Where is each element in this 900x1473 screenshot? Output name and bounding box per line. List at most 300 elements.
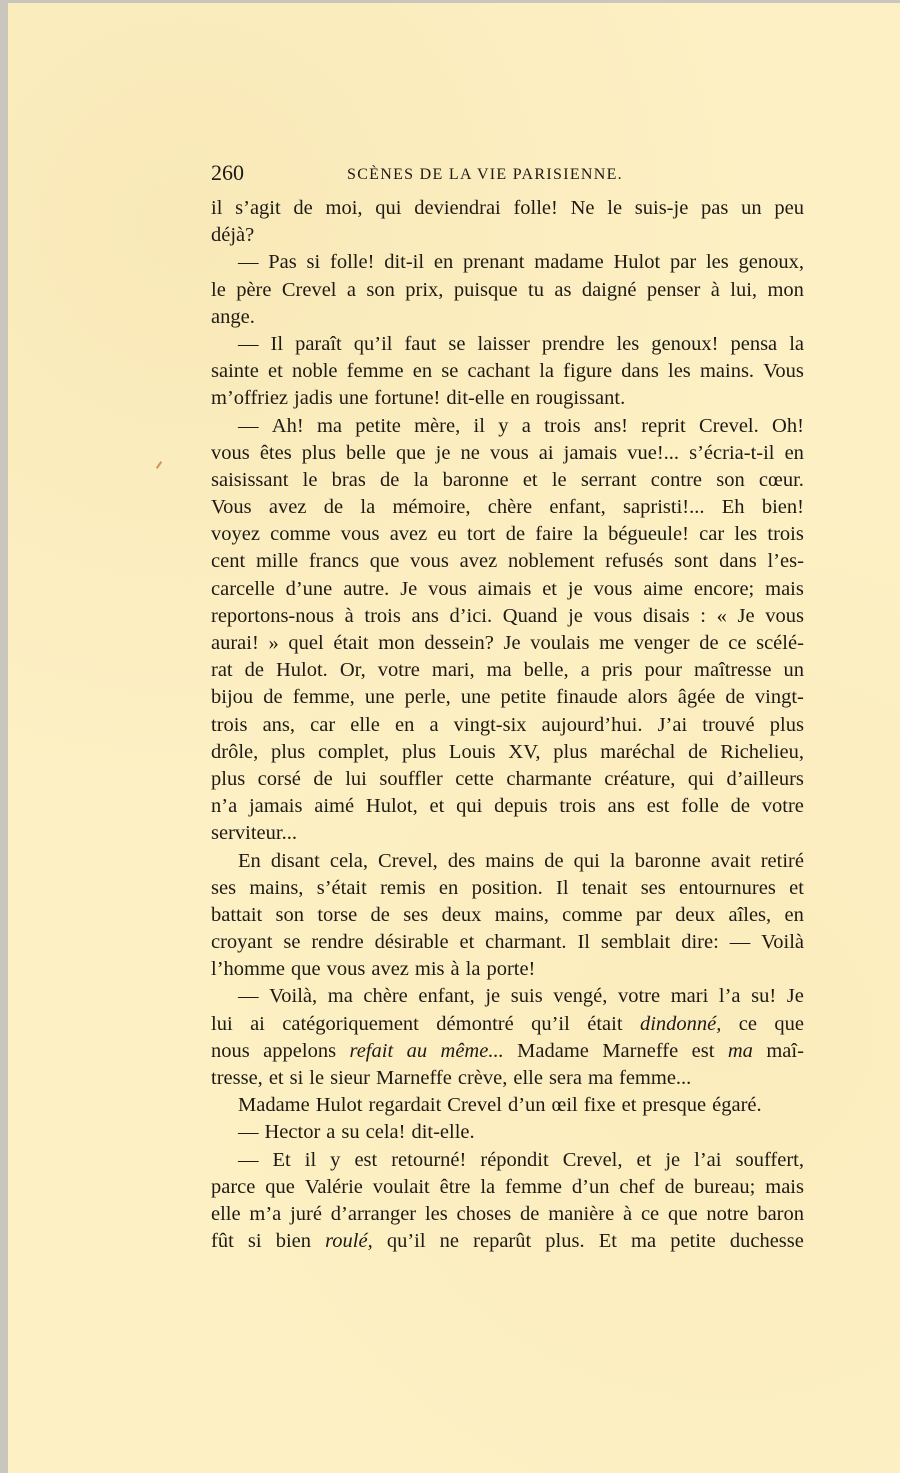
word: des bbox=[447, 849, 476, 872]
word: francs bbox=[308, 550, 359, 573]
word: le bbox=[551, 468, 567, 491]
word: » bbox=[268, 632, 279, 654]
word: Je bbox=[786, 985, 804, 1008]
word: les bbox=[424, 1202, 448, 1225]
word: ma bbox=[587, 1067, 613, 1089]
word: Voilà bbox=[761, 931, 804, 954]
word: belle, bbox=[523, 659, 569, 682]
word bbox=[640, 1011, 721, 1038]
word: voyez bbox=[211, 523, 260, 546]
word: genoux, bbox=[738, 251, 804, 274]
word: votre bbox=[617, 985, 661, 1008]
text-line bbox=[211, 195, 804, 222]
word: petite bbox=[500, 686, 547, 709]
word: à bbox=[710, 278, 720, 301]
word: a bbox=[429, 713, 439, 736]
word: Richelieu, bbox=[720, 740, 804, 763]
word: manière bbox=[548, 1202, 615, 1225]
word: de bbox=[323, 496, 344, 519]
word: à bbox=[623, 1202, 633, 1225]
word: a bbox=[326, 1121, 336, 1144]
word: la bbox=[789, 332, 804, 355]
italic-text: au bbox=[406, 1039, 428, 1062]
word: — bbox=[238, 985, 259, 1008]
word: prendre bbox=[541, 332, 605, 355]
word: chère bbox=[487, 496, 533, 519]
word: et bbox=[789, 876, 804, 899]
word: dans bbox=[621, 360, 659, 383]
word: avez bbox=[389, 523, 428, 546]
text-line bbox=[211, 331, 804, 358]
word: cette bbox=[455, 767, 494, 790]
body-text bbox=[211, 195, 804, 1255]
word: daigné bbox=[581, 278, 637, 301]
word: appelons bbox=[263, 1039, 337, 1062]
italic-text: dindonné, bbox=[639, 1012, 722, 1035]
word: ne bbox=[439, 1230, 460, 1253]
text-line bbox=[211, 848, 804, 875]
word: bijou bbox=[211, 686, 254, 709]
word: mari, bbox=[431, 659, 475, 682]
word: baronne bbox=[442, 468, 509, 491]
word: ans, bbox=[262, 713, 296, 736]
word: Oh! bbox=[772, 414, 804, 437]
word: femme... bbox=[619, 1067, 692, 1089]
word: Crevel, bbox=[378, 849, 438, 872]
word: mon bbox=[378, 632, 415, 654]
word: Et bbox=[598, 1230, 617, 1253]
text-line bbox=[211, 1201, 804, 1228]
word: deux bbox=[441, 903, 482, 926]
word: noble bbox=[291, 360, 338, 383]
word: de bbox=[730, 795, 750, 818]
word: je bbox=[567, 577, 583, 600]
word: plus bbox=[553, 740, 588, 763]
word: aimé bbox=[314, 795, 355, 818]
word: dit-elle. bbox=[411, 1121, 475, 1144]
word: paraît bbox=[295, 332, 342, 355]
word: lui bbox=[345, 767, 367, 790]
italic-text: refait bbox=[349, 1039, 394, 1062]
word: plus bbox=[271, 740, 306, 763]
text-line bbox=[211, 793, 804, 820]
word: jamais bbox=[563, 441, 618, 464]
word: le bbox=[309, 1067, 325, 1089]
page-text-block bbox=[211, 155, 804, 1255]
word: une bbox=[460, 686, 491, 709]
word: retiré bbox=[760, 849, 804, 872]
word: petite bbox=[355, 414, 401, 437]
word: les bbox=[668, 360, 691, 383]
text-line bbox=[211, 494, 804, 521]
word: en bbox=[394, 713, 415, 736]
word: il bbox=[304, 1148, 317, 1171]
text-line bbox=[211, 983, 804, 1010]
word: la bbox=[480, 1175, 496, 1198]
word: ma bbox=[631, 1230, 657, 1253]
word: a bbox=[521, 414, 531, 437]
word: qu’il bbox=[386, 1230, 426, 1253]
word: être bbox=[439, 1175, 471, 1198]
text-line bbox=[211, 1147, 804, 1174]
word: la bbox=[413, 468, 429, 491]
word: car bbox=[310, 713, 336, 736]
word: choses bbox=[456, 1202, 512, 1225]
text-line bbox=[211, 1228, 804, 1255]
word: venger bbox=[633, 632, 690, 654]
word: s’était bbox=[316, 876, 367, 899]
word: à bbox=[344, 604, 354, 627]
word: qu’il bbox=[353, 332, 393, 355]
word: Marneffe bbox=[375, 1067, 452, 1089]
text-line bbox=[211, 657, 804, 684]
word: cela, bbox=[329, 849, 368, 872]
word: comme bbox=[270, 523, 331, 546]
word: Je bbox=[503, 632, 521, 654]
word: de bbox=[664, 1175, 684, 1198]
word: un bbox=[783, 659, 804, 682]
word: bureau; bbox=[693, 1175, 756, 1198]
word: « bbox=[716, 604, 727, 627]
word: mains, bbox=[249, 876, 304, 899]
word: peu bbox=[774, 197, 804, 219]
word: me bbox=[599, 632, 625, 654]
word: de bbox=[544, 849, 564, 872]
word: de bbox=[699, 632, 719, 654]
word: a bbox=[346, 278, 357, 301]
word: la bbox=[583, 523, 598, 546]
word: serviteur... bbox=[211, 822, 297, 845]
word: tresse, bbox=[211, 1067, 263, 1089]
word: votre bbox=[377, 659, 420, 682]
word: chef bbox=[619, 1175, 655, 1198]
word: puisque bbox=[453, 278, 518, 301]
word: finaude bbox=[556, 686, 618, 709]
text-line bbox=[211, 277, 804, 304]
word: elle bbox=[211, 1202, 241, 1225]
word: cent bbox=[211, 550, 246, 573]
word: saisissant bbox=[211, 468, 289, 491]
word: désirable bbox=[374, 931, 449, 954]
word: reparût bbox=[473, 1230, 532, 1253]
word: œil bbox=[551, 1094, 578, 1117]
word: — bbox=[238, 251, 259, 274]
word: notre bbox=[706, 1202, 749, 1225]
word: perle, bbox=[404, 686, 451, 709]
word: mains bbox=[485, 849, 535, 872]
word: plus bbox=[401, 740, 437, 763]
word: lui bbox=[211, 1012, 233, 1035]
word: Madame bbox=[238, 1094, 310, 1117]
text-line bbox=[211, 358, 804, 385]
word: dit-elle bbox=[446, 387, 505, 410]
word: pas bbox=[701, 197, 729, 219]
word: ai bbox=[538, 441, 554, 464]
word: comme bbox=[562, 903, 623, 926]
word: carcelle bbox=[211, 577, 275, 600]
word: jamais bbox=[248, 795, 303, 818]
word: vous bbox=[593, 577, 633, 600]
word: scélé- bbox=[756, 632, 804, 654]
word: battait bbox=[211, 903, 263, 926]
word: de bbox=[313, 767, 333, 790]
word: mains, bbox=[494, 903, 549, 926]
word: Je bbox=[400, 577, 418, 600]
word: trois bbox=[559, 795, 596, 818]
word: une bbox=[364, 686, 395, 709]
word: Crevel bbox=[281, 278, 337, 301]
italic-text: ma bbox=[727, 1039, 753, 1062]
word: eu bbox=[437, 523, 457, 546]
word: su! bbox=[751, 985, 777, 1008]
word: belle bbox=[346, 441, 386, 464]
word: déjà? bbox=[211, 224, 255, 247]
word: ans bbox=[607, 795, 635, 818]
word: Ah! bbox=[271, 414, 304, 437]
word: se bbox=[441, 360, 459, 383]
word: Hulot bbox=[315, 1094, 363, 1117]
word: et bbox=[542, 577, 557, 600]
word: le bbox=[211, 278, 226, 301]
word: que bbox=[265, 1175, 295, 1198]
word: qui bbox=[375, 197, 402, 219]
word: dit-il bbox=[384, 251, 425, 274]
word: vous bbox=[765, 604, 804, 627]
word: sieur bbox=[330, 1067, 370, 1089]
word: Je bbox=[737, 604, 755, 627]
word: la bbox=[465, 958, 481, 981]
word: autre. bbox=[343, 577, 390, 600]
word: crève, bbox=[457, 1067, 508, 1089]
word: avait bbox=[710, 849, 751, 872]
word: un bbox=[741, 197, 762, 219]
word: avez bbox=[268, 496, 307, 519]
word: et bbox=[459, 931, 475, 954]
word: Marneffe bbox=[602, 1039, 679, 1062]
word: disant bbox=[270, 849, 320, 872]
word: en bbox=[784, 441, 804, 464]
word: y bbox=[498, 414, 509, 437]
word: le bbox=[302, 468, 318, 491]
word: ce bbox=[728, 632, 747, 654]
word: lui, bbox=[730, 278, 758, 301]
word: reportons-nous bbox=[211, 604, 334, 627]
word: par bbox=[669, 251, 697, 274]
word: bien! bbox=[761, 496, 804, 519]
word: de bbox=[244, 659, 264, 682]
word: suis bbox=[510, 985, 543, 1008]
word: souffler bbox=[379, 767, 443, 790]
word: remis bbox=[380, 876, 426, 899]
word: encore; bbox=[693, 577, 755, 600]
word: l’homme bbox=[211, 958, 286, 981]
word: Or, bbox=[339, 659, 366, 682]
word: êtes bbox=[259, 441, 292, 464]
page-number: 260 bbox=[211, 160, 244, 185]
word: rat bbox=[211, 659, 233, 682]
word: femme bbox=[505, 1175, 562, 1198]
word: Eh bbox=[721, 496, 745, 519]
word: si bbox=[247, 1230, 262, 1253]
word: que bbox=[395, 441, 426, 464]
word: souffert, bbox=[735, 1148, 804, 1171]
running-head bbox=[211, 155, 804, 195]
word: ange. bbox=[211, 305, 255, 328]
word: son bbox=[716, 468, 745, 491]
word: que bbox=[369, 550, 400, 573]
word: vous bbox=[410, 550, 449, 573]
word: — bbox=[238, 332, 259, 355]
word: d’ici. bbox=[449, 604, 493, 627]
word: si bbox=[289, 1067, 304, 1089]
word: reprit bbox=[641, 414, 686, 437]
word bbox=[407, 1038, 428, 1065]
word: est bbox=[691, 1039, 715, 1062]
word: vous bbox=[326, 958, 366, 981]
word: torse bbox=[317, 903, 358, 926]
word: mais bbox=[765, 577, 804, 600]
word: Hulot bbox=[613, 251, 661, 274]
word: dans bbox=[719, 550, 757, 573]
word: folle! bbox=[513, 197, 558, 219]
word: aîles, bbox=[728, 903, 772, 926]
word: charmante bbox=[506, 767, 592, 790]
word: ma bbox=[486, 659, 512, 682]
word: n’a bbox=[211, 795, 238, 818]
text-line bbox=[211, 222, 804, 249]
word: rendre bbox=[311, 931, 364, 954]
word: m’offriez bbox=[211, 387, 289, 410]
word bbox=[728, 1038, 753, 1065]
text-line bbox=[211, 385, 804, 412]
word: en bbox=[510, 387, 530, 410]
word: folle! bbox=[330, 251, 375, 274]
word: avez bbox=[459, 550, 498, 573]
word: ma bbox=[327, 985, 353, 1008]
word: voulait bbox=[372, 1175, 430, 1198]
word: trois bbox=[544, 414, 581, 437]
word bbox=[441, 1038, 504, 1065]
word: trois bbox=[767, 523, 804, 546]
word: créature, bbox=[604, 767, 676, 790]
word: et bbox=[636, 1148, 652, 1171]
word: je bbox=[568, 604, 583, 627]
word: aime bbox=[643, 577, 684, 600]
word: folle bbox=[681, 795, 719, 818]
word: et bbox=[522, 468, 538, 491]
word: jadis bbox=[294, 387, 333, 410]
word: disais bbox=[642, 604, 690, 627]
word: et bbox=[429, 795, 445, 818]
word: ce bbox=[738, 1012, 757, 1035]
word: mis bbox=[414, 958, 445, 981]
word: qu’il bbox=[531, 1012, 570, 1035]
word: plus bbox=[301, 441, 336, 464]
word: la bbox=[539, 360, 555, 383]
word: démontré bbox=[436, 1012, 514, 1035]
word: sainte bbox=[211, 360, 259, 383]
word: Vous bbox=[211, 496, 252, 519]
word: trois bbox=[364, 604, 401, 627]
word: cela! bbox=[365, 1121, 406, 1144]
text-line bbox=[211, 440, 804, 467]
word bbox=[349, 1038, 393, 1065]
word: regardait bbox=[368, 1094, 442, 1117]
text-line bbox=[211, 1065, 804, 1092]
word: a bbox=[580, 659, 590, 682]
word: ans! bbox=[593, 414, 628, 437]
text-line bbox=[211, 875, 804, 902]
word: pris bbox=[601, 659, 633, 682]
text-line bbox=[211, 766, 804, 793]
text-line bbox=[211, 1038, 804, 1065]
word: était bbox=[333, 632, 369, 654]
word: chère bbox=[363, 985, 408, 1008]
word: la bbox=[609, 849, 625, 872]
word: vous bbox=[489, 441, 529, 464]
word: — bbox=[238, 1121, 259, 1144]
word: est bbox=[646, 795, 670, 818]
text-line bbox=[211, 630, 804, 657]
word: complet, bbox=[318, 740, 390, 763]
word: par bbox=[635, 903, 662, 926]
word: aimais bbox=[477, 577, 532, 600]
word: maîtresse bbox=[694, 659, 772, 682]
word: Voilà, bbox=[269, 985, 318, 1008]
word: vous bbox=[593, 604, 633, 627]
text-line bbox=[211, 467, 804, 494]
text-line bbox=[211, 929, 804, 956]
word: Louis bbox=[448, 740, 496, 763]
word: l’a bbox=[718, 985, 741, 1008]
word: vue!... bbox=[627, 441, 680, 464]
running-title: SCÈNES DE LA VIE PARISIENNE. bbox=[347, 166, 623, 183]
word: fortune! bbox=[374, 387, 441, 410]
text-line bbox=[211, 548, 804, 575]
word: les bbox=[705, 251, 729, 274]
word: de bbox=[725, 686, 745, 709]
word: madame bbox=[534, 251, 604, 274]
word: mille bbox=[255, 550, 299, 573]
word: fût bbox=[211, 1230, 234, 1253]
word: elle bbox=[513, 1067, 543, 1089]
word: en bbox=[438, 876, 459, 899]
word: porte! bbox=[486, 958, 536, 981]
word: et bbox=[621, 1094, 637, 1117]
word: aujourd’hui. bbox=[541, 713, 643, 736]
word: si bbox=[306, 251, 321, 274]
word: semblait bbox=[600, 931, 671, 954]
word: Valérie bbox=[304, 1175, 363, 1198]
word: mémoire, bbox=[392, 496, 471, 519]
word: cachant bbox=[467, 360, 531, 383]
word: ses bbox=[640, 876, 666, 899]
word: laisser bbox=[477, 332, 530, 355]
word: retourné! bbox=[391, 1148, 467, 1171]
word: Il bbox=[556, 876, 569, 899]
word: et bbox=[268, 1067, 284, 1089]
word: position. bbox=[471, 876, 543, 899]
word: cœur. bbox=[758, 468, 804, 491]
word: de bbox=[505, 523, 526, 546]
text-line bbox=[211, 820, 804, 847]
word: à bbox=[450, 958, 460, 981]
word: de bbox=[380, 468, 400, 491]
word: était bbox=[587, 1012, 623, 1035]
word bbox=[325, 1228, 373, 1255]
word: tenait bbox=[581, 876, 628, 899]
word: âgée bbox=[677, 686, 716, 709]
